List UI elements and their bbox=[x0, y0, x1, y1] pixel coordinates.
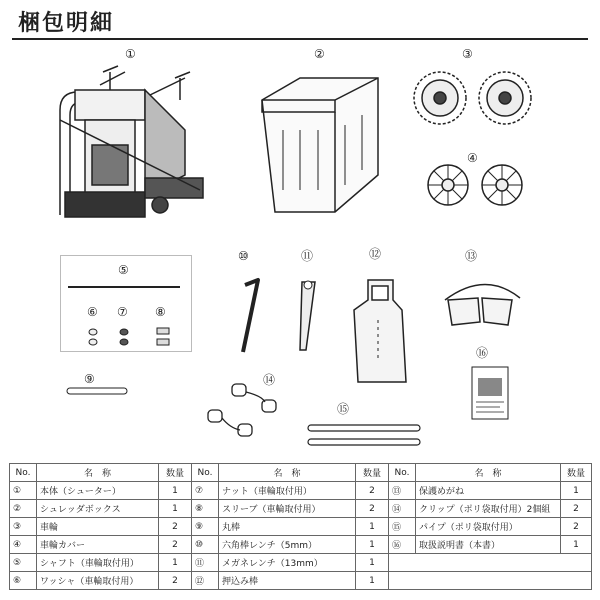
part-qty: 1 bbox=[356, 572, 389, 590]
marker-8: ⑧ bbox=[155, 305, 166, 319]
part-qty: 1 bbox=[159, 554, 192, 572]
goggles-icon bbox=[445, 284, 520, 325]
part-name: 丸棒 bbox=[219, 518, 356, 536]
part-no: ④ bbox=[10, 536, 37, 554]
part-name: 車輪カバー bbox=[37, 536, 159, 554]
part-no: ⑪ bbox=[192, 554, 219, 572]
marker-14: ⑭ bbox=[263, 373, 276, 387]
part-qty: 2 bbox=[356, 482, 389, 500]
part-name: シャフト（車輪取付用） bbox=[37, 554, 159, 572]
col-header-no: No. bbox=[10, 464, 37, 482]
part-name: メガネレンチ（13mm） bbox=[219, 554, 356, 572]
table-row bbox=[10, 572, 592, 590]
marker-4: ④ bbox=[467, 151, 478, 165]
shredder-body-icon bbox=[60, 66, 203, 217]
part-name: ワッシャ（車輪取付用） bbox=[37, 572, 159, 590]
part-qty: 1 bbox=[159, 500, 192, 518]
col-header-no: No. bbox=[192, 464, 219, 482]
marker-1: ① bbox=[125, 47, 136, 61]
box-wrench-ring-icon bbox=[304, 281, 312, 289]
table-row bbox=[10, 536, 592, 554]
part-no: ⑦ bbox=[192, 482, 219, 500]
push-stick-icon bbox=[354, 280, 406, 382]
marker-2: ② bbox=[314, 47, 325, 61]
parts-table bbox=[9, 463, 592, 590]
empty-cell bbox=[389, 554, 592, 572]
part-qty: 2 bbox=[159, 536, 192, 554]
part-name: クリップ（ポリ袋取付用）2個組 bbox=[416, 500, 561, 518]
col-header-qty: 数量 bbox=[356, 464, 389, 482]
shredder-box-icon bbox=[262, 78, 378, 212]
washer-icon bbox=[89, 329, 97, 345]
empty-cell bbox=[389, 572, 592, 590]
part-no: ③ bbox=[10, 518, 37, 536]
hex-key-icon bbox=[243, 280, 258, 352]
part-no: ② bbox=[10, 500, 37, 518]
part-name: 六角棒レンチ（5mm） bbox=[219, 536, 356, 554]
box-wrench-icon bbox=[300, 282, 315, 350]
part-qty: 1 bbox=[356, 554, 389, 572]
part-no: ⑭ bbox=[389, 500, 416, 518]
part-no: ① bbox=[10, 482, 37, 500]
part-name: 本体（シューター） bbox=[37, 482, 159, 500]
part-no: ⑩ bbox=[192, 536, 219, 554]
col-header-no: No. bbox=[389, 464, 416, 482]
marker-13: ⑬ bbox=[465, 249, 478, 263]
part-name: ナット（車輪取付用） bbox=[219, 482, 356, 500]
part-qty: 1 bbox=[356, 518, 389, 536]
marker-5: ⑤ bbox=[118, 263, 129, 277]
part-no: ⑮ bbox=[389, 518, 416, 536]
part-no: ⑤ bbox=[10, 554, 37, 572]
table-row bbox=[10, 482, 592, 500]
col-header-name: 名 称 bbox=[37, 464, 159, 482]
marker-3: ③ bbox=[462, 47, 473, 61]
marker-15: ⑮ bbox=[337, 402, 350, 416]
col-header-qty: 数量 bbox=[561, 464, 592, 482]
pipe-icon bbox=[308, 425, 420, 445]
part-qty: 2 bbox=[159, 518, 192, 536]
clip-icon bbox=[208, 384, 276, 436]
part-no: ⑬ bbox=[389, 482, 416, 500]
part-name: 取扱説明書（本書） bbox=[416, 536, 561, 554]
col-header-name: 名 称 bbox=[219, 464, 356, 482]
table-row bbox=[10, 554, 592, 572]
round-bar-icon bbox=[67, 388, 127, 394]
part-name: パイプ（ポリ袋取付用） bbox=[416, 518, 561, 536]
part-name: 車輪 bbox=[37, 518, 159, 536]
part-no: ⑫ bbox=[192, 572, 219, 590]
part-name: シュレッダボックス bbox=[37, 500, 159, 518]
marker-9: ⑨ bbox=[84, 372, 95, 386]
marker-10: ⑩ bbox=[238, 249, 249, 263]
part-qty: 2 bbox=[159, 572, 192, 590]
part-no: ⑥ bbox=[10, 572, 37, 590]
part-name: 保護めがね bbox=[416, 482, 561, 500]
part-name: 押込み棒 bbox=[219, 572, 356, 590]
part-no: ⑯ bbox=[389, 536, 416, 554]
col-header-name: 名 称 bbox=[416, 464, 561, 482]
marker-11: ⑪ bbox=[301, 249, 314, 263]
marker-12: ⑫ bbox=[369, 247, 382, 261]
marker-16: ⑯ bbox=[476, 346, 489, 360]
marker-6: ⑥ bbox=[87, 305, 98, 319]
wheel-icon bbox=[414, 72, 531, 124]
marker-7: ⑦ bbox=[117, 305, 128, 319]
part-qty: 2 bbox=[561, 518, 592, 536]
part-qty: 1 bbox=[356, 536, 389, 554]
nut-icon bbox=[120, 329, 128, 345]
wheel-cover-icon bbox=[428, 165, 522, 205]
table-row bbox=[10, 518, 592, 536]
part-qty: 2 bbox=[561, 500, 592, 518]
part-qty: 1 bbox=[159, 482, 192, 500]
page-title: 梱包明細 bbox=[18, 11, 115, 36]
part-no: ⑨ bbox=[192, 518, 219, 536]
sleeve-icon bbox=[157, 328, 169, 345]
part-qty: 1 bbox=[561, 536, 592, 554]
table-row bbox=[10, 500, 592, 518]
manual-icon bbox=[472, 367, 508, 419]
part-no: ⑧ bbox=[192, 500, 219, 518]
col-header-qty: 数量 bbox=[159, 464, 192, 482]
part-qty: 2 bbox=[356, 500, 389, 518]
table-header-row bbox=[10, 464, 592, 482]
part-qty: 1 bbox=[561, 482, 592, 500]
part-name: スリーブ（車輪取付用） bbox=[219, 500, 356, 518]
